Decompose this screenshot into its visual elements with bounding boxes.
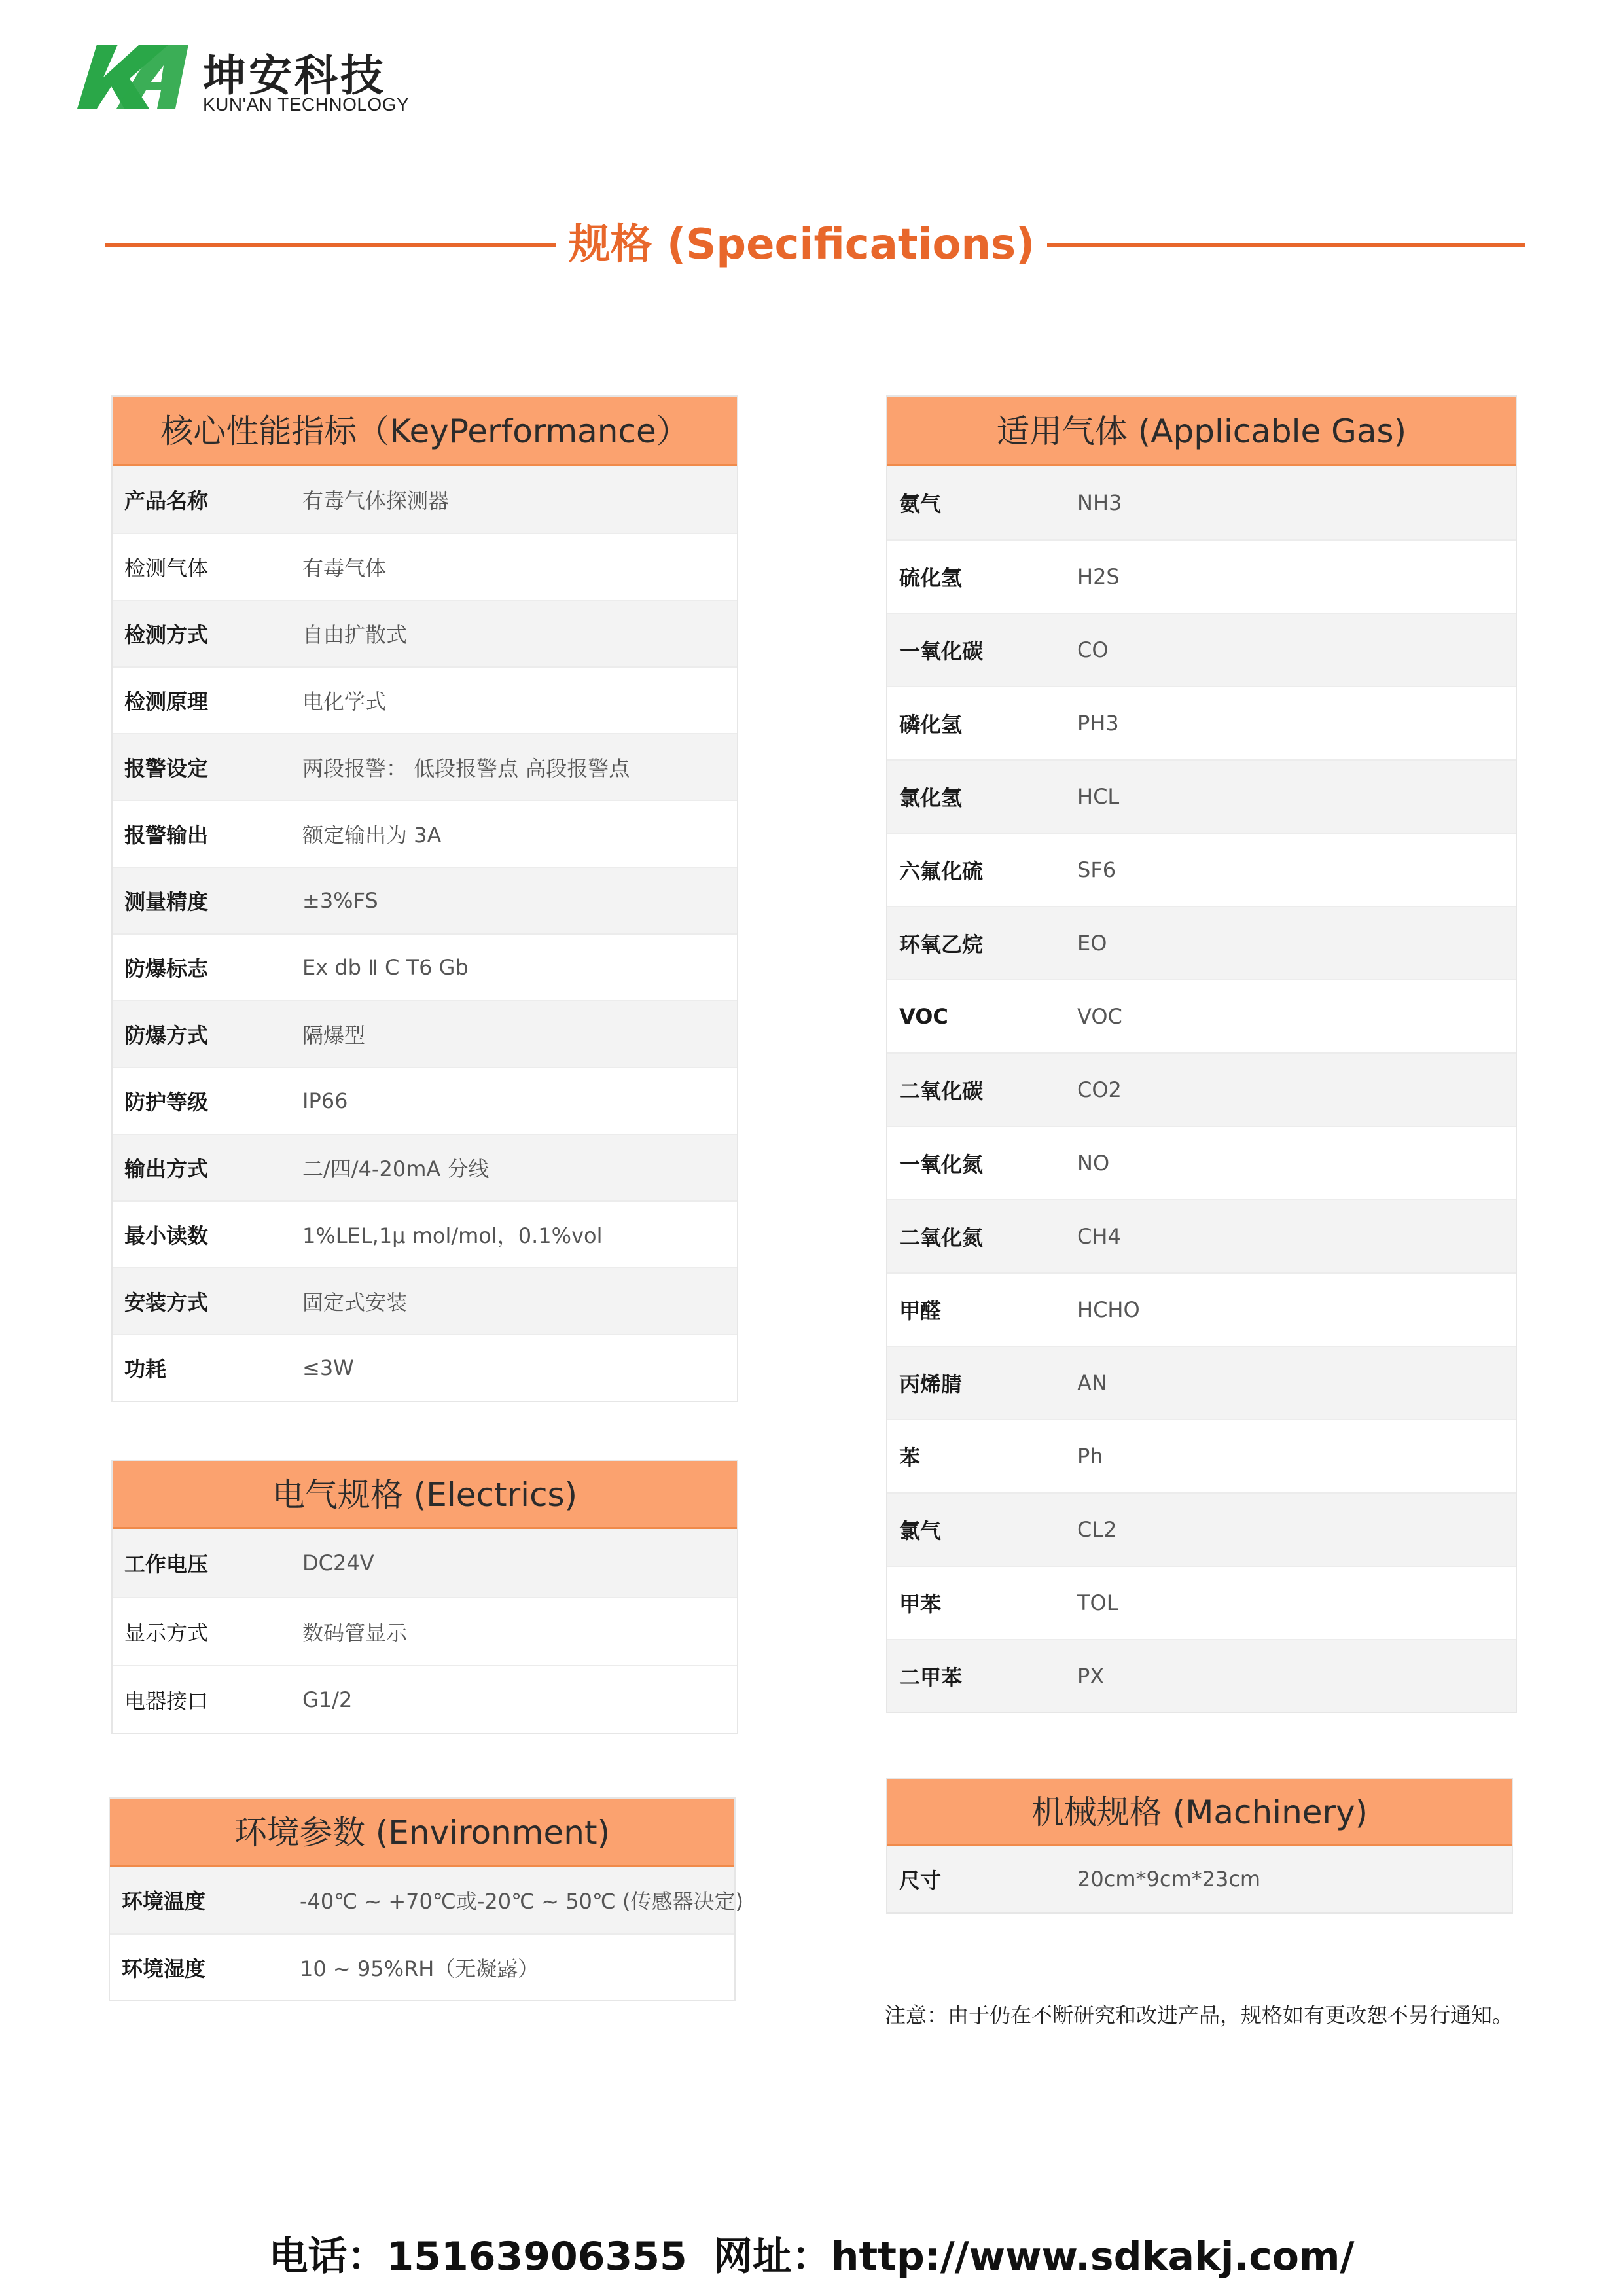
title-divider-right (1047, 243, 1525, 247)
gas-row (887, 613, 1516, 686)
spec-value: 隔爆型 (302, 1023, 366, 1048)
gas-value: SF6 (1077, 857, 1116, 882)
electrics-rows (113, 1529, 737, 1733)
key-performance-header: 核心性能指标（KeyPerformance） (113, 397, 737, 466)
spec-label: 尺寸 (899, 1868, 942, 1893)
gas-label: 二甲苯 (899, 1665, 963, 1690)
gas-row (887, 466, 1516, 539)
spec-label: 检测方式 (124, 622, 209, 647)
spec-row (113, 1134, 737, 1200)
spec-label: 产品名称 (124, 488, 209, 513)
spec-value: 两段报警： 低段报警点 高段报警点 (302, 756, 630, 781)
applicable-gas-panel (886, 395, 1517, 1713)
spec-row (113, 1067, 737, 1134)
environment-panel (109, 1797, 743, 2001)
gas-value: NH3 (1077, 490, 1122, 515)
spec-label: 报警设定 (124, 756, 209, 781)
gas-value: TOL (1077, 1590, 1118, 1615)
spec-value: 自由扩散式 (302, 622, 408, 647)
footer-phone: 电话：15163906355 (268, 2234, 687, 2280)
logo-name-en: KUN'AN TECHNOLOGY (203, 94, 410, 115)
spec-value: -40℃ ~ +70℃或-20℃ ~ 50℃ (传感器决定) (300, 1889, 743, 1914)
gas-value: NO (1077, 1151, 1110, 1175)
machinery-panel (886, 1778, 1513, 1914)
gas-row (887, 539, 1516, 613)
gas-label: 丙烯腈 (899, 1372, 963, 1397)
gas-row (887, 1639, 1516, 1712)
gas-value: HCL (1077, 784, 1120, 809)
spec-label: 最小读数 (124, 1223, 209, 1248)
environment-rows (110, 1867, 743, 2000)
machinery-rows (887, 1846, 1512, 1912)
spec-row (110, 1867, 743, 1933)
spec-label: 功耗 (124, 1357, 167, 1382)
gas-label: 氨气 (899, 492, 942, 516)
footer-website[interactable]: 网址：http://www.sdkakj.com/ (713, 2234, 1355, 2280)
gas-row (887, 1566, 1516, 1639)
spec-row (113, 1597, 737, 1665)
spec-value: 20cm*9cm*23cm (1077, 1867, 1261, 1892)
spec-row (113, 1267, 737, 1334)
gas-label: 六氟化硫 (899, 859, 984, 884)
gas-row (887, 1272, 1516, 1346)
gas-row (887, 1199, 1516, 1272)
spec-value: IP66 (302, 1088, 348, 1113)
spec-row (113, 1200, 737, 1267)
gas-row (887, 759, 1516, 833)
gas-row (887, 1346, 1516, 1419)
applicable-gas-header: 适用气体 (Applicable Gas) (887, 397, 1516, 466)
spec-label: 环境温度 (122, 1889, 206, 1914)
change-notice: 注意：由于仍在不断研究和改进产品，规格如有更改恕不另行通知。 (885, 2003, 1514, 2028)
spec-row (113, 1000, 737, 1067)
gas-label: 磷化氢 (899, 712, 963, 737)
spec-row (113, 466, 737, 533)
spec-value: 10 ~ 95%RH（无凝露） (300, 1956, 539, 1981)
spec-label: 工作电压 (124, 1552, 209, 1577)
spec-row (113, 733, 737, 800)
spec-row (113, 600, 737, 666)
spec-row (887, 1846, 1512, 1912)
company-logo (77, 31, 418, 117)
spec-value: ≤3W (302, 1355, 354, 1380)
spec-value: G1/2 (302, 1687, 353, 1712)
gas-label: VOC (899, 1004, 948, 1029)
gas-label: 二氧化碳 (899, 1079, 984, 1103)
spec-value: 有毒气体 (302, 556, 387, 581)
spec-row (113, 800, 737, 867)
spec-label: 报警输出 (124, 823, 209, 848)
environment-header: 环境参数 (Environment) (110, 1799, 734, 1867)
contact-footer (0, 2225, 1623, 2282)
spec-row (113, 1665, 737, 1733)
spec-label: 防爆方式 (124, 1023, 209, 1048)
gas-value: AN (1077, 1371, 1107, 1395)
gas-label: 环氧乙烷 (899, 932, 984, 957)
machinery-header: 机械规格 (Machinery) (887, 1779, 1512, 1846)
electrics-panel (111, 1460, 738, 1734)
spec-label: 电器接口 (124, 1689, 209, 1713)
gas-label: 氯化氢 (899, 785, 963, 810)
spec-row (113, 1334, 737, 1401)
title-divider-left (105, 243, 556, 247)
spec-row (113, 1529, 737, 1597)
gas-label: 甲苯 (899, 1592, 942, 1617)
spec-value: 有毒气体探测器 (302, 488, 450, 513)
gas-value: H2S (1077, 564, 1120, 589)
gas-row (887, 1126, 1516, 1199)
gas-label: 苯 (899, 1445, 921, 1470)
key-performance-panel (111, 395, 738, 1402)
gas-row (887, 1492, 1516, 1566)
gas-value: HCHO (1077, 1297, 1140, 1322)
spec-value: 固定式安装 (302, 1290, 408, 1315)
spec-row (113, 533, 737, 600)
gas-value: PX (1077, 1664, 1105, 1689)
spec-row (113, 933, 737, 1000)
spec-label: 显示方式 (124, 1621, 209, 1645)
spec-label: 检测原理 (124, 689, 209, 714)
gas-label: 氯气 (899, 1518, 942, 1543)
gas-label: 甲醛 (899, 1299, 942, 1323)
spec-label: 安装方式 (124, 1290, 209, 1315)
spec-value: 额定输出为 3A (302, 823, 442, 848)
gas-value: VOC (1077, 1004, 1122, 1029)
applicable-gas-rows (887, 466, 1516, 1712)
spec-value: 二/四/4-20mA 分线 (302, 1157, 490, 1181)
gas-value: PH3 (1077, 711, 1119, 736)
gas-value: CO (1077, 637, 1109, 662)
gas-label: 二氧化氮 (899, 1225, 984, 1250)
gas-label: 一氧化碳 (899, 639, 984, 664)
spec-value: 电化学式 (302, 689, 387, 714)
spec-label: 检测气体 (124, 556, 209, 581)
gas-row (887, 906, 1516, 979)
gas-value: Ph (1077, 1444, 1103, 1469)
gas-row (887, 686, 1516, 759)
gas-label: 一氧化氮 (899, 1152, 984, 1177)
gas-value: CL2 (1077, 1517, 1117, 1542)
gas-value: CO2 (1077, 1077, 1122, 1102)
gas-row (887, 1419, 1516, 1492)
spec-label: 环境湿度 (122, 1956, 206, 1981)
page-title: 规格 (Specifications) (568, 221, 1035, 269)
spec-row (113, 867, 737, 933)
electrics-header: 电气规格 (Electrics) (113, 1461, 737, 1529)
key-performance-rows (113, 466, 737, 1401)
gas-value: CH4 (1077, 1224, 1121, 1249)
spec-value: DC24V (302, 1551, 374, 1575)
spec-label: 输出方式 (124, 1157, 209, 1181)
spec-value: ±3%FS (302, 888, 378, 913)
spec-row (113, 666, 737, 733)
spec-value: 1%LEL,1μ mol/mol，0.1%vol (302, 1223, 603, 1248)
logo-name-cn: 坤安科技 (203, 50, 386, 101)
kunan-logo-mark-icon (77, 31, 195, 117)
gas-row (887, 979, 1516, 1052)
gas-row (887, 833, 1516, 906)
spec-row (110, 1933, 734, 2000)
spec-value: 数码管显示 (302, 1621, 408, 1645)
spec-label: 防爆标志 (124, 956, 209, 981)
spec-label: 防护等级 (124, 1090, 209, 1115)
spec-label: 测量精度 (124, 889, 209, 914)
gas-value: EO (1077, 931, 1107, 956)
spec-value: Ex db Ⅱ C T6 Gb (302, 955, 469, 980)
gas-row (887, 1052, 1516, 1126)
gas-label: 硫化氢 (899, 565, 963, 590)
